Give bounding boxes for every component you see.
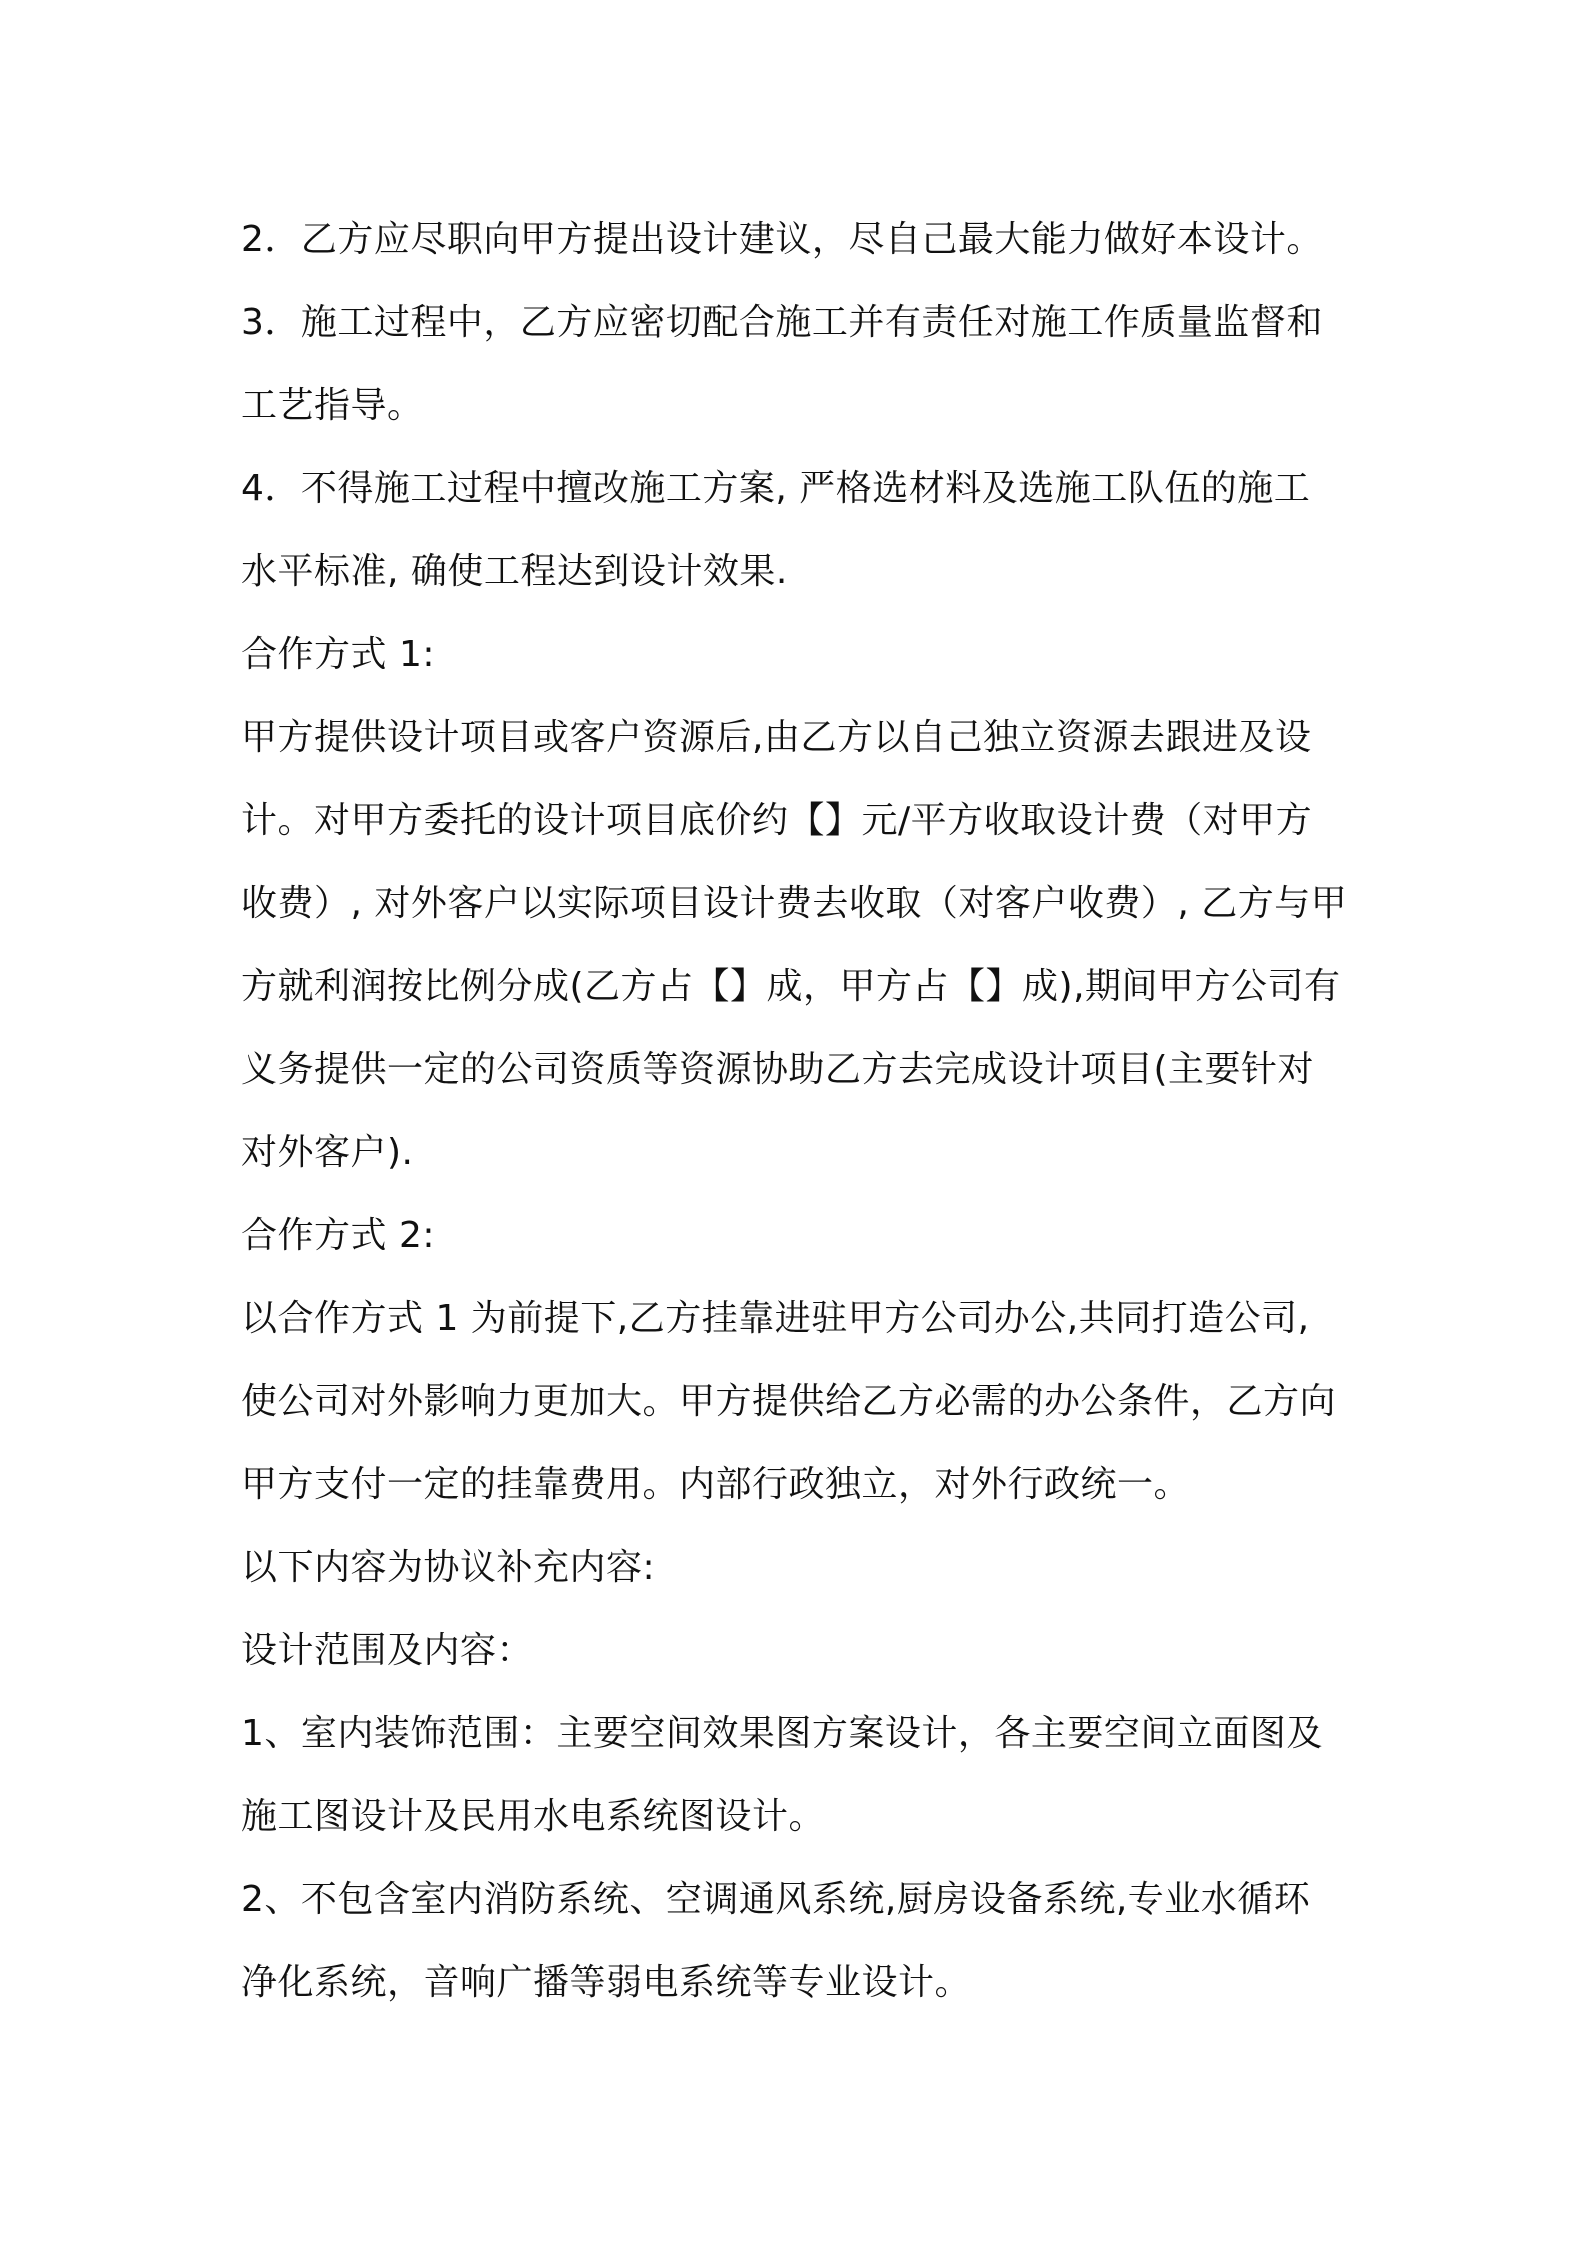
clause-3-line-2: 工艺指导。 xyxy=(241,385,424,426)
cooperation-mode-2-line-1: 以合作方式 1 为前提下,乙方挂靠进驻甲方公司办公,共同打造公司, xyxy=(241,1298,1310,1339)
cooperation-mode-1-line-6: 对外客户). xyxy=(241,1132,414,1173)
clause-3-line-1: 3．施工过程中，乙方应密切配合施工并有责任对施工作质量监督和 xyxy=(241,302,1323,343)
cooperation-mode-1-heading: 合作方式 1: xyxy=(241,634,435,675)
cooperation-mode-1-line-5: 义务提供一定的公司资质等资源协助乙方去完成设计项目(主要针对 xyxy=(241,1049,1315,1090)
scope-item-2-line-1: 2、不包含室内消防系统、空调通风系统,厨房设备系统,专业水循环 xyxy=(241,1879,1311,1920)
scope-item-1-line-1: 1、室内装饰范围：主要空间效果图方案设计，各主要空间立面图及 xyxy=(241,1713,1323,1754)
document-body xyxy=(241,198,1361,2024)
cooperation-mode-1-line-3: 收费）, 对外客户以实际项目设计费去收取（对客户收费）, 乙方与甲 xyxy=(241,883,1348,924)
supplement-heading: 以下内容为协议补充内容: xyxy=(241,1547,656,1588)
scope-item-2-line-2: 净化系统，音响广播等弱电系统等专业设计。 xyxy=(241,1962,972,2003)
clause-4-line-2: 水平标准, 确使工程达到设计效果. xyxy=(241,551,788,592)
cooperation-mode-1-line-4: 方就利润按比例分成(乙方占【】成，甲方占【】成),期间甲方公司有 xyxy=(241,966,1341,1007)
cooperation-mode-2-line-2: 使公司对外影响力更加大。甲方提供给乙方必需的办公条件，乙方向 xyxy=(241,1381,1337,1422)
cooperation-mode-1-line-1: 甲方提供设计项目或客户资源后,由乙方以自己独立资源去跟进及设 xyxy=(241,717,1312,758)
design-scope-heading: 设计范围及内容： xyxy=(241,1630,534,1671)
cooperation-mode-2-line-3: 甲方支付一定的挂靠费用。内部行政独立，对外行政统一。 xyxy=(241,1464,1191,1505)
cooperation-mode-1-line-2: 计。对甲方委托的设计项目底价约【】元/平方收取设计费（对甲方 xyxy=(241,800,1313,841)
scope-item-1-line-2: 施工图设计及民用水电系统图设计。 xyxy=(241,1796,826,1837)
clause-4-line-1: 4．不得施工过程中擅改施工方案, 严格选材料及选施工队伍的施工 xyxy=(241,468,1311,509)
clause-2-line-1: 2．乙方应尽职向甲方提出设计建议，尽自己最大能力做好本设计。 xyxy=(241,219,1323,260)
cooperation-mode-2-heading: 合作方式 2: xyxy=(241,1215,435,1256)
